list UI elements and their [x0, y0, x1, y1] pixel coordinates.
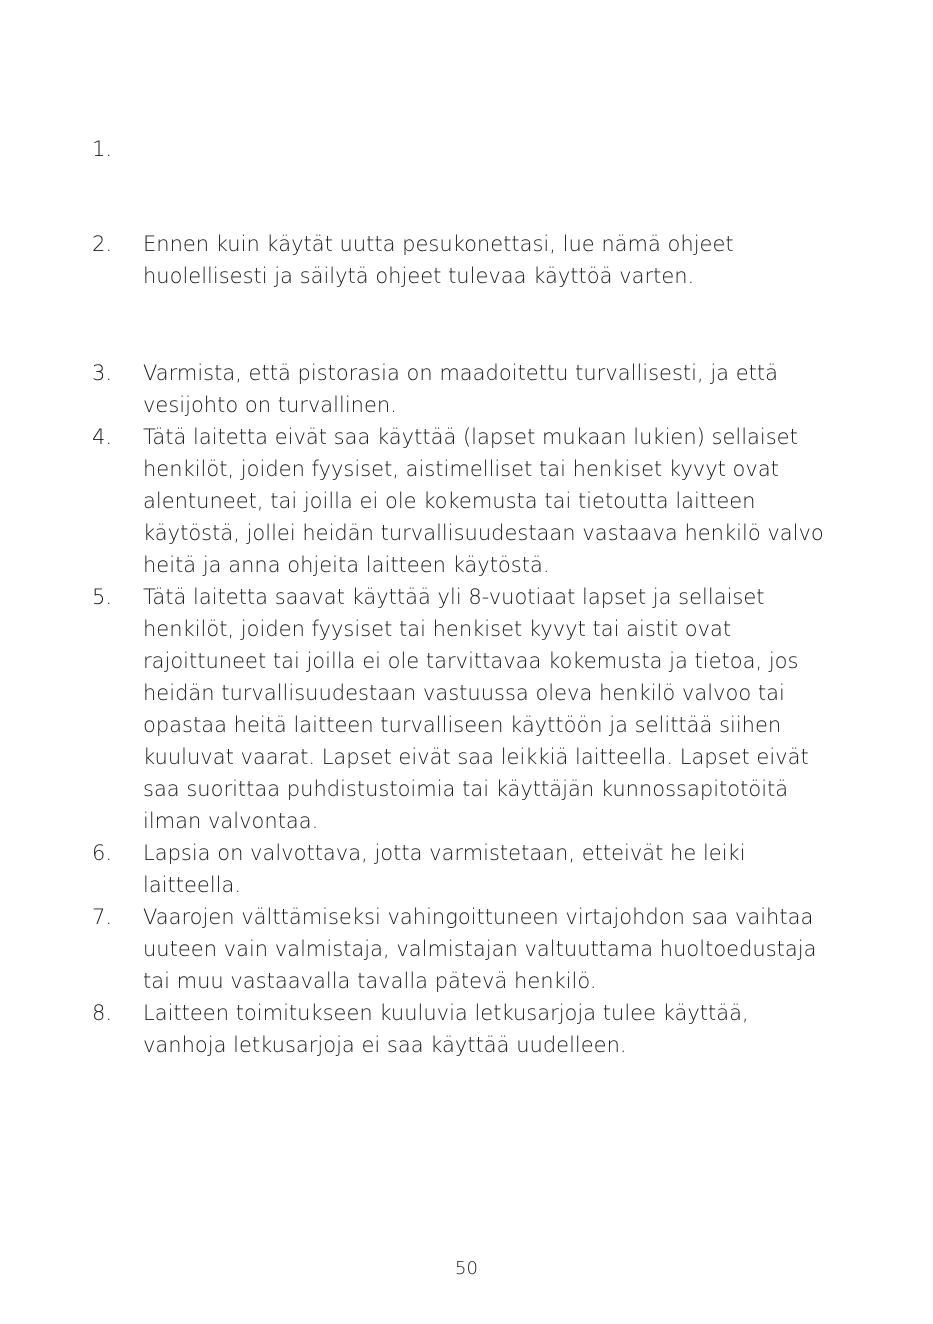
- page-number: 50: [455, 1258, 478, 1279]
- list-number: 3.: [92, 361, 113, 385]
- list-number: 7.: [92, 905, 113, 929]
- list-text: Tätä laitetta saavat käyttää yli 8-vuotiaat lapset ja sellaiset henkilöt, joiden fyysiset tai henkiset kyvyt tai aistit ovat rajoittuneet tai joilla ei ole tarvittavaa kokemusta ja tietoa, jos heidän turvallisuudestaan vastuussa oleva henkilö valvoo tai opastaa heitä laitteen turvalliseen käyttöön ja selittää siihen kuuluvat vaarat. Lapset eivät saa leikkiä laitteella. Lapset eivät saa suorittaa puhdistustoimia tai käyttäjän kunnossapitotöitä ilman valvontaa.: [143, 585, 809, 833]
- list-text: [143, 133, 852, 165]
- list-item-6: [92, 837, 852, 901]
- list-text: Tätä laitetta eivät saa käyttää (lapset mukaan lukien) sellaiset henkilöt, joiden fyysiset, aistimelliset tai henkiset kyvyt ovat alentuneet, tai joilla ei ole kokemusta tai tietoutta laitteen käytöstä, jollei heidän turvallisuudestaan vastaava henkilö valvo heitä ja anna ohjeita laitteen käytöstä.: [143, 425, 824, 577]
- list-item-5: [92, 581, 852, 837]
- list-text: Varmista, että pistorasia on maadoitettu turvallisesti, ja että vesijohto on turvallinen.: [143, 361, 778, 417]
- list-item-8: [92, 997, 852, 1061]
- list-text: Ennen kuin käytät uutta pesukonettasi, lue nämä ohjeet huolellisesti ja säilytä ohjeet tulevaa käyttöä varten.: [143, 232, 734, 288]
- list-item-7: [92, 901, 852, 997]
- list-item-4: [92, 421, 852, 581]
- list-item-2: [92, 228, 852, 292]
- list-number: 8.: [92, 1001, 113, 1025]
- list-number: 1.: [92, 137, 113, 161]
- list-item-3: [92, 357, 852, 421]
- list-text: Lapsia on valvottava, jotta varmistetaan, etteivät he leiki laitteella.: [143, 841, 746, 897]
- list-number: 6.: [92, 841, 113, 865]
- list-text: Laitteen toimitukseen kuuluvia letkusarjoja tulee käyttää, vanhoja letkusarjoja ei saa käyttää uudelleen.: [143, 1001, 749, 1057]
- list-number: 2.: [92, 232, 113, 256]
- list-item-1: [92, 133, 852, 165]
- list-number: 4.: [92, 425, 113, 449]
- list-number: 5.: [92, 585, 113, 609]
- list-text: Vaarojen välttämiseksi vahingoittuneen virtajohdon saa vaihtaa uuteen vain valmistaja, valmistajan valtuuttama huoltoedustaja tai muu vastaavalla tavalla pätevä henkilö.: [143, 905, 817, 993]
